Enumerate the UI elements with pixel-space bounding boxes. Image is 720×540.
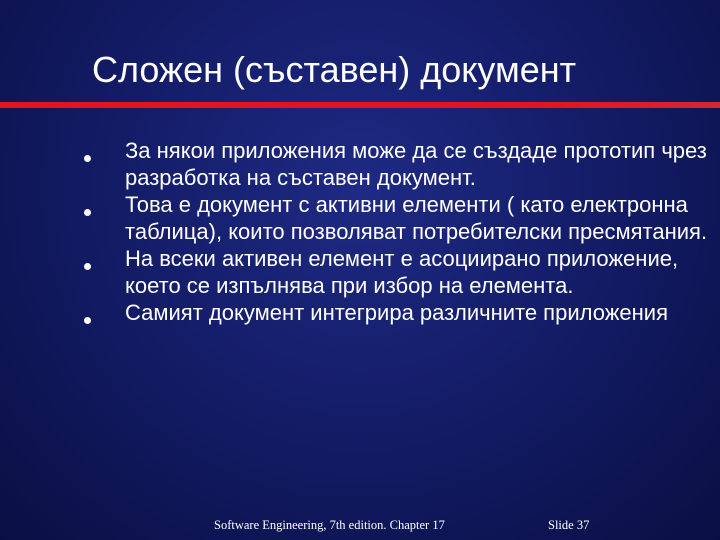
bullet-dot-icon xyxy=(84,263,91,270)
bullet-item xyxy=(0,245,720,299)
bullet-item xyxy=(0,299,720,326)
bullet-item xyxy=(0,191,720,245)
bullet-text: На всеки активен елемент е асоциирано приложение, което се изпълнява при избор на елемента. xyxy=(125,246,679,298)
bullet-text: Това е документ с активни елементи ( като електронна таблица), които позволяват потребителски пресмятания. xyxy=(125,192,708,244)
bullet-dot-icon xyxy=(84,317,91,324)
bullet-text: Самият документ интегрира различните приложения xyxy=(125,300,668,325)
bullet-list xyxy=(0,137,720,326)
bullet-dot-icon xyxy=(84,155,91,162)
bullet-dot-icon xyxy=(84,209,91,216)
bullet-text: За някои приложения може да се създаде прототип чрез разработка на съставен документ. xyxy=(125,138,707,190)
title-underline-rule xyxy=(0,102,720,108)
bullet-item xyxy=(0,137,720,191)
slide-title: Сложен (съставен) документ xyxy=(92,49,577,90)
footer-book-title: Software Engineering, 7th edition. Chapter 17 xyxy=(214,518,445,532)
footer-slide-number: Slide 37 xyxy=(548,518,590,532)
